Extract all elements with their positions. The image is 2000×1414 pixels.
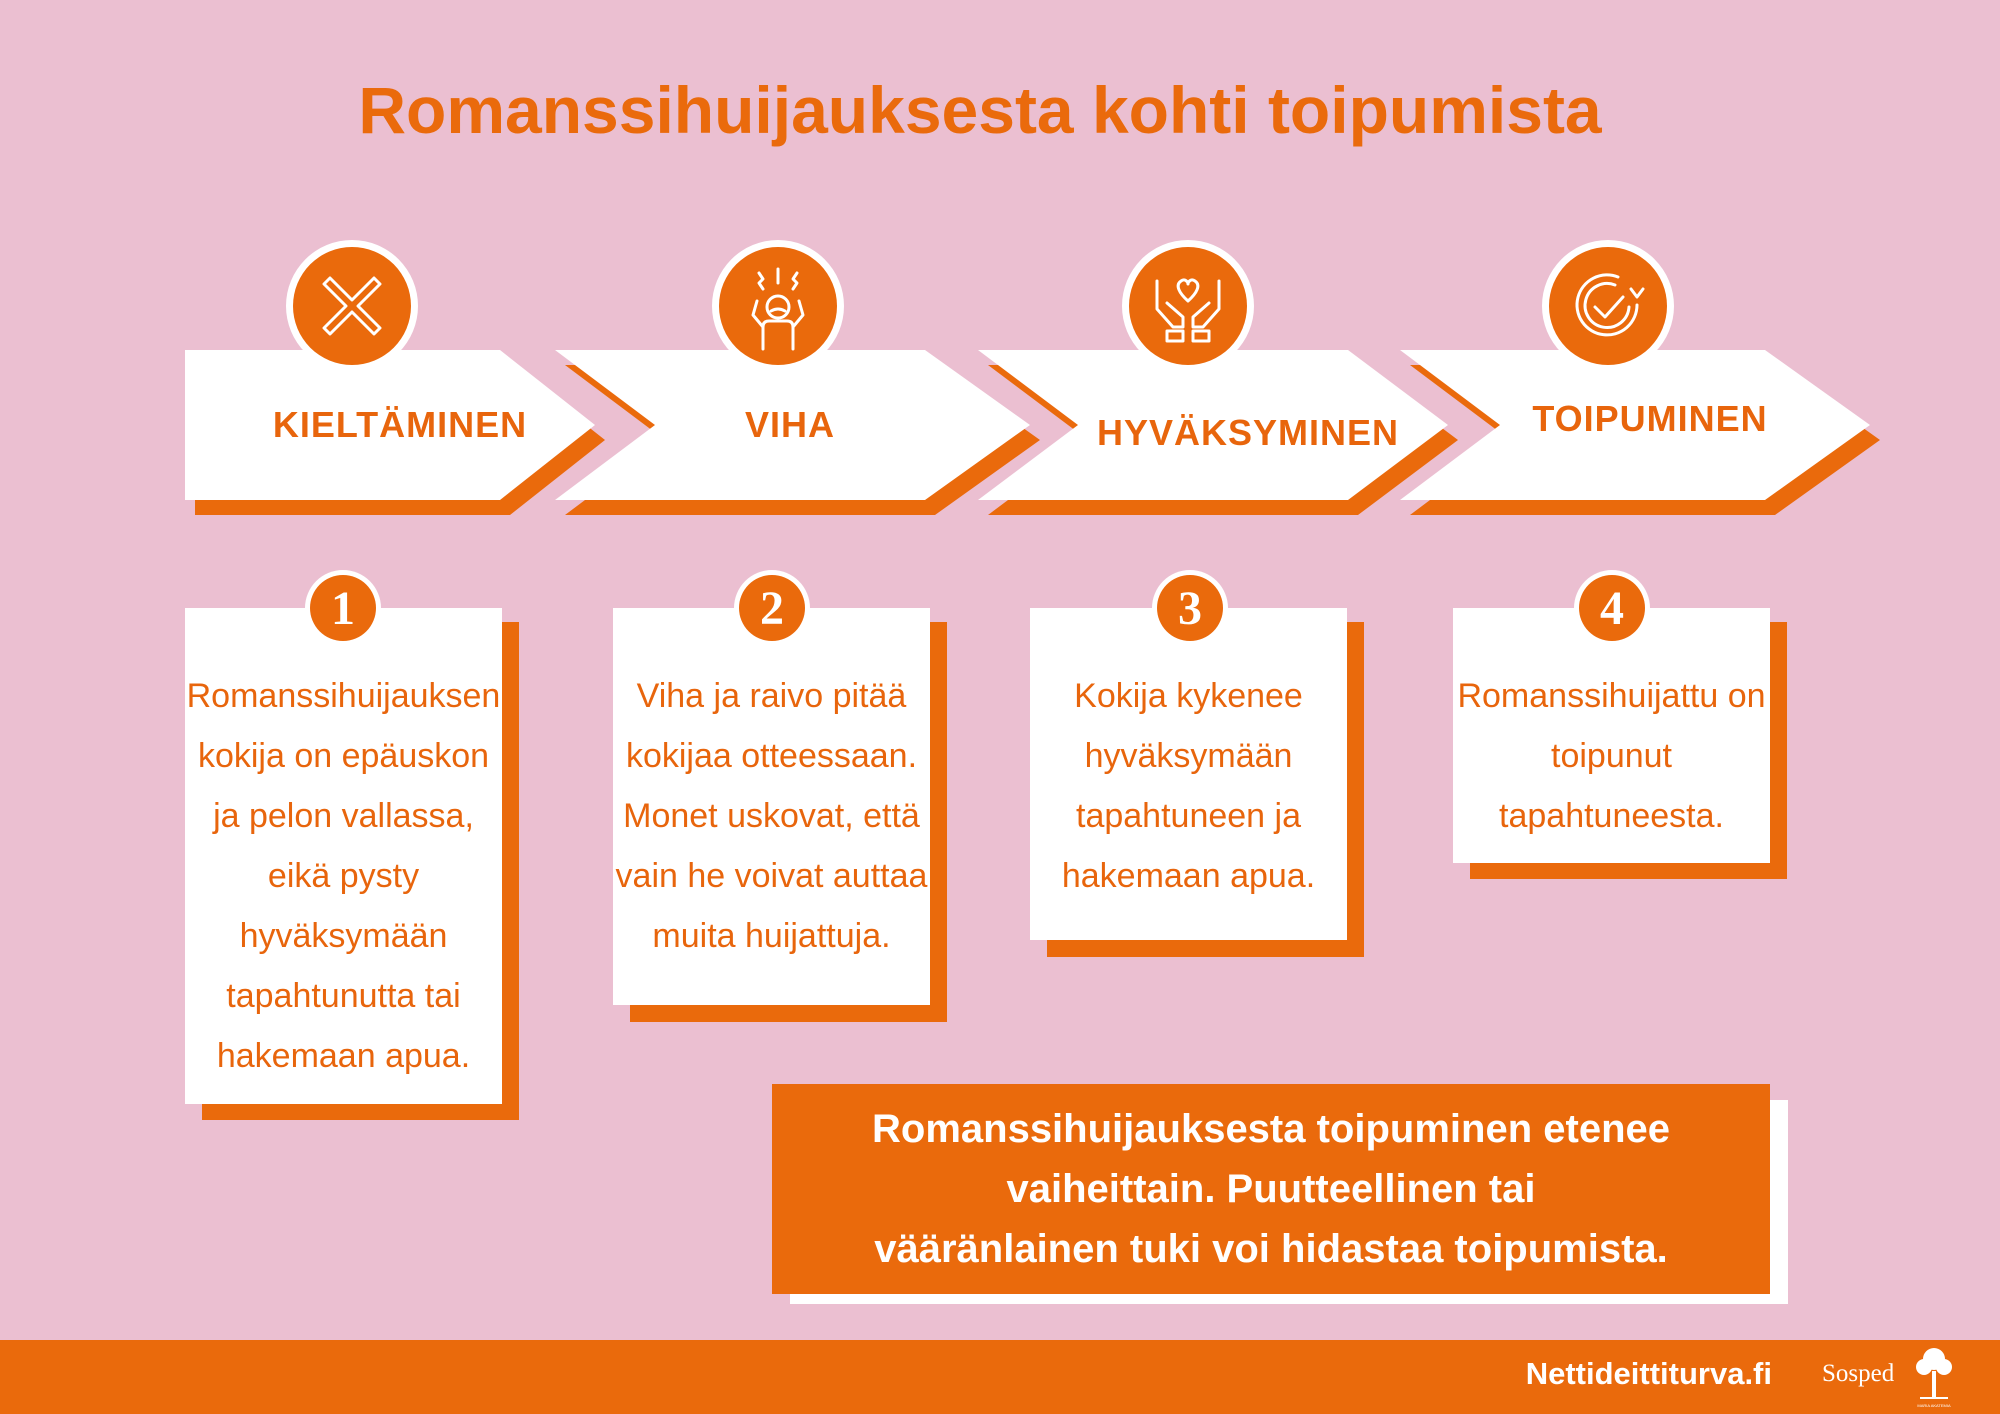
icon-circle-hyvaksyminen	[1122, 240, 1254, 372]
step-text: Viha ja raivo pitää kokijaa otteessaan. Monet uskovat, että vain he voivat auttaa muita huijattuja.	[615, 677, 928, 955]
circular-check-arrow-icon	[1563, 261, 1653, 351]
stage-arrow-viha	[555, 350, 1045, 520]
hands-heart-icon	[1143, 261, 1233, 351]
page-title: Romanssihuijauksesta kohti toipumista	[358, 73, 1602, 147]
step-number: 2	[739, 575, 805, 641]
maria-akatemia-tree-logo	[1912, 1345, 1956, 1411]
stage-label: TOIPUMINEN	[1532, 398, 1768, 439]
stage-label: VIHA	[744, 404, 835, 445]
step-card-3	[1030, 608, 1347, 940]
step-card-1	[185, 608, 502, 1104]
x-mark-icon	[310, 264, 394, 348]
step-number-badge-2	[734, 570, 810, 646]
step-text: Kokija kykenee hyväksymään tapahtuneen ja hakemaan apua.	[1061, 677, 1316, 895]
stage-label: HYVÄKSYMINEN	[1096, 412, 1400, 453]
footer-site-link[interactable]: Nettideittiturva.fi	[1525, 1356, 1772, 1391]
step-number: 4	[1579, 575, 1645, 641]
stage-label: KIELTÄMINEN	[272, 404, 528, 445]
step-number: 1	[310, 575, 376, 641]
step-number-badge-1	[305, 570, 381, 646]
step-card-2	[613, 608, 930, 1005]
summary-text: Romanssihuijauksesta toipuminen etenee vaiheittain. Puutteellinen tai vääränlainen tuki voi hidastaa toipumista.	[872, 1107, 1670, 1271]
step-card-4	[1453, 608, 1770, 863]
icon-circle-kieltaminen	[286, 240, 418, 372]
step-number-badge-4	[1574, 570, 1650, 646]
icon-circle-viha	[712, 240, 844, 372]
icon-circle-toipuminen	[1542, 240, 1674, 372]
step-text: Romanssihuijattu on toipunut tapahtuneesta.	[1457, 677, 1766, 835]
step-number-badge-3	[1152, 570, 1228, 646]
stage-arrow-toipuminen	[1400, 350, 1880, 520]
step-text: Romanssihuijauksen kokija on epäuskon ja pelon vallassa, eikä pysty hyväksymään tapahtunutta tai hakemaan apua.	[186, 677, 501, 1075]
step-number: 3	[1157, 575, 1223, 641]
summary-box	[772, 1084, 1770, 1294]
sosped-logo: Sosped	[1822, 1360, 1895, 1387]
angry-person-icon	[733, 261, 823, 351]
stage-arrow-hyvaksyminen	[978, 350, 1468, 520]
maria-akatemia-text: MARIA AKATEMIA	[1917, 1403, 1951, 1408]
stage-arrow-kieltaminen	[185, 350, 615, 520]
